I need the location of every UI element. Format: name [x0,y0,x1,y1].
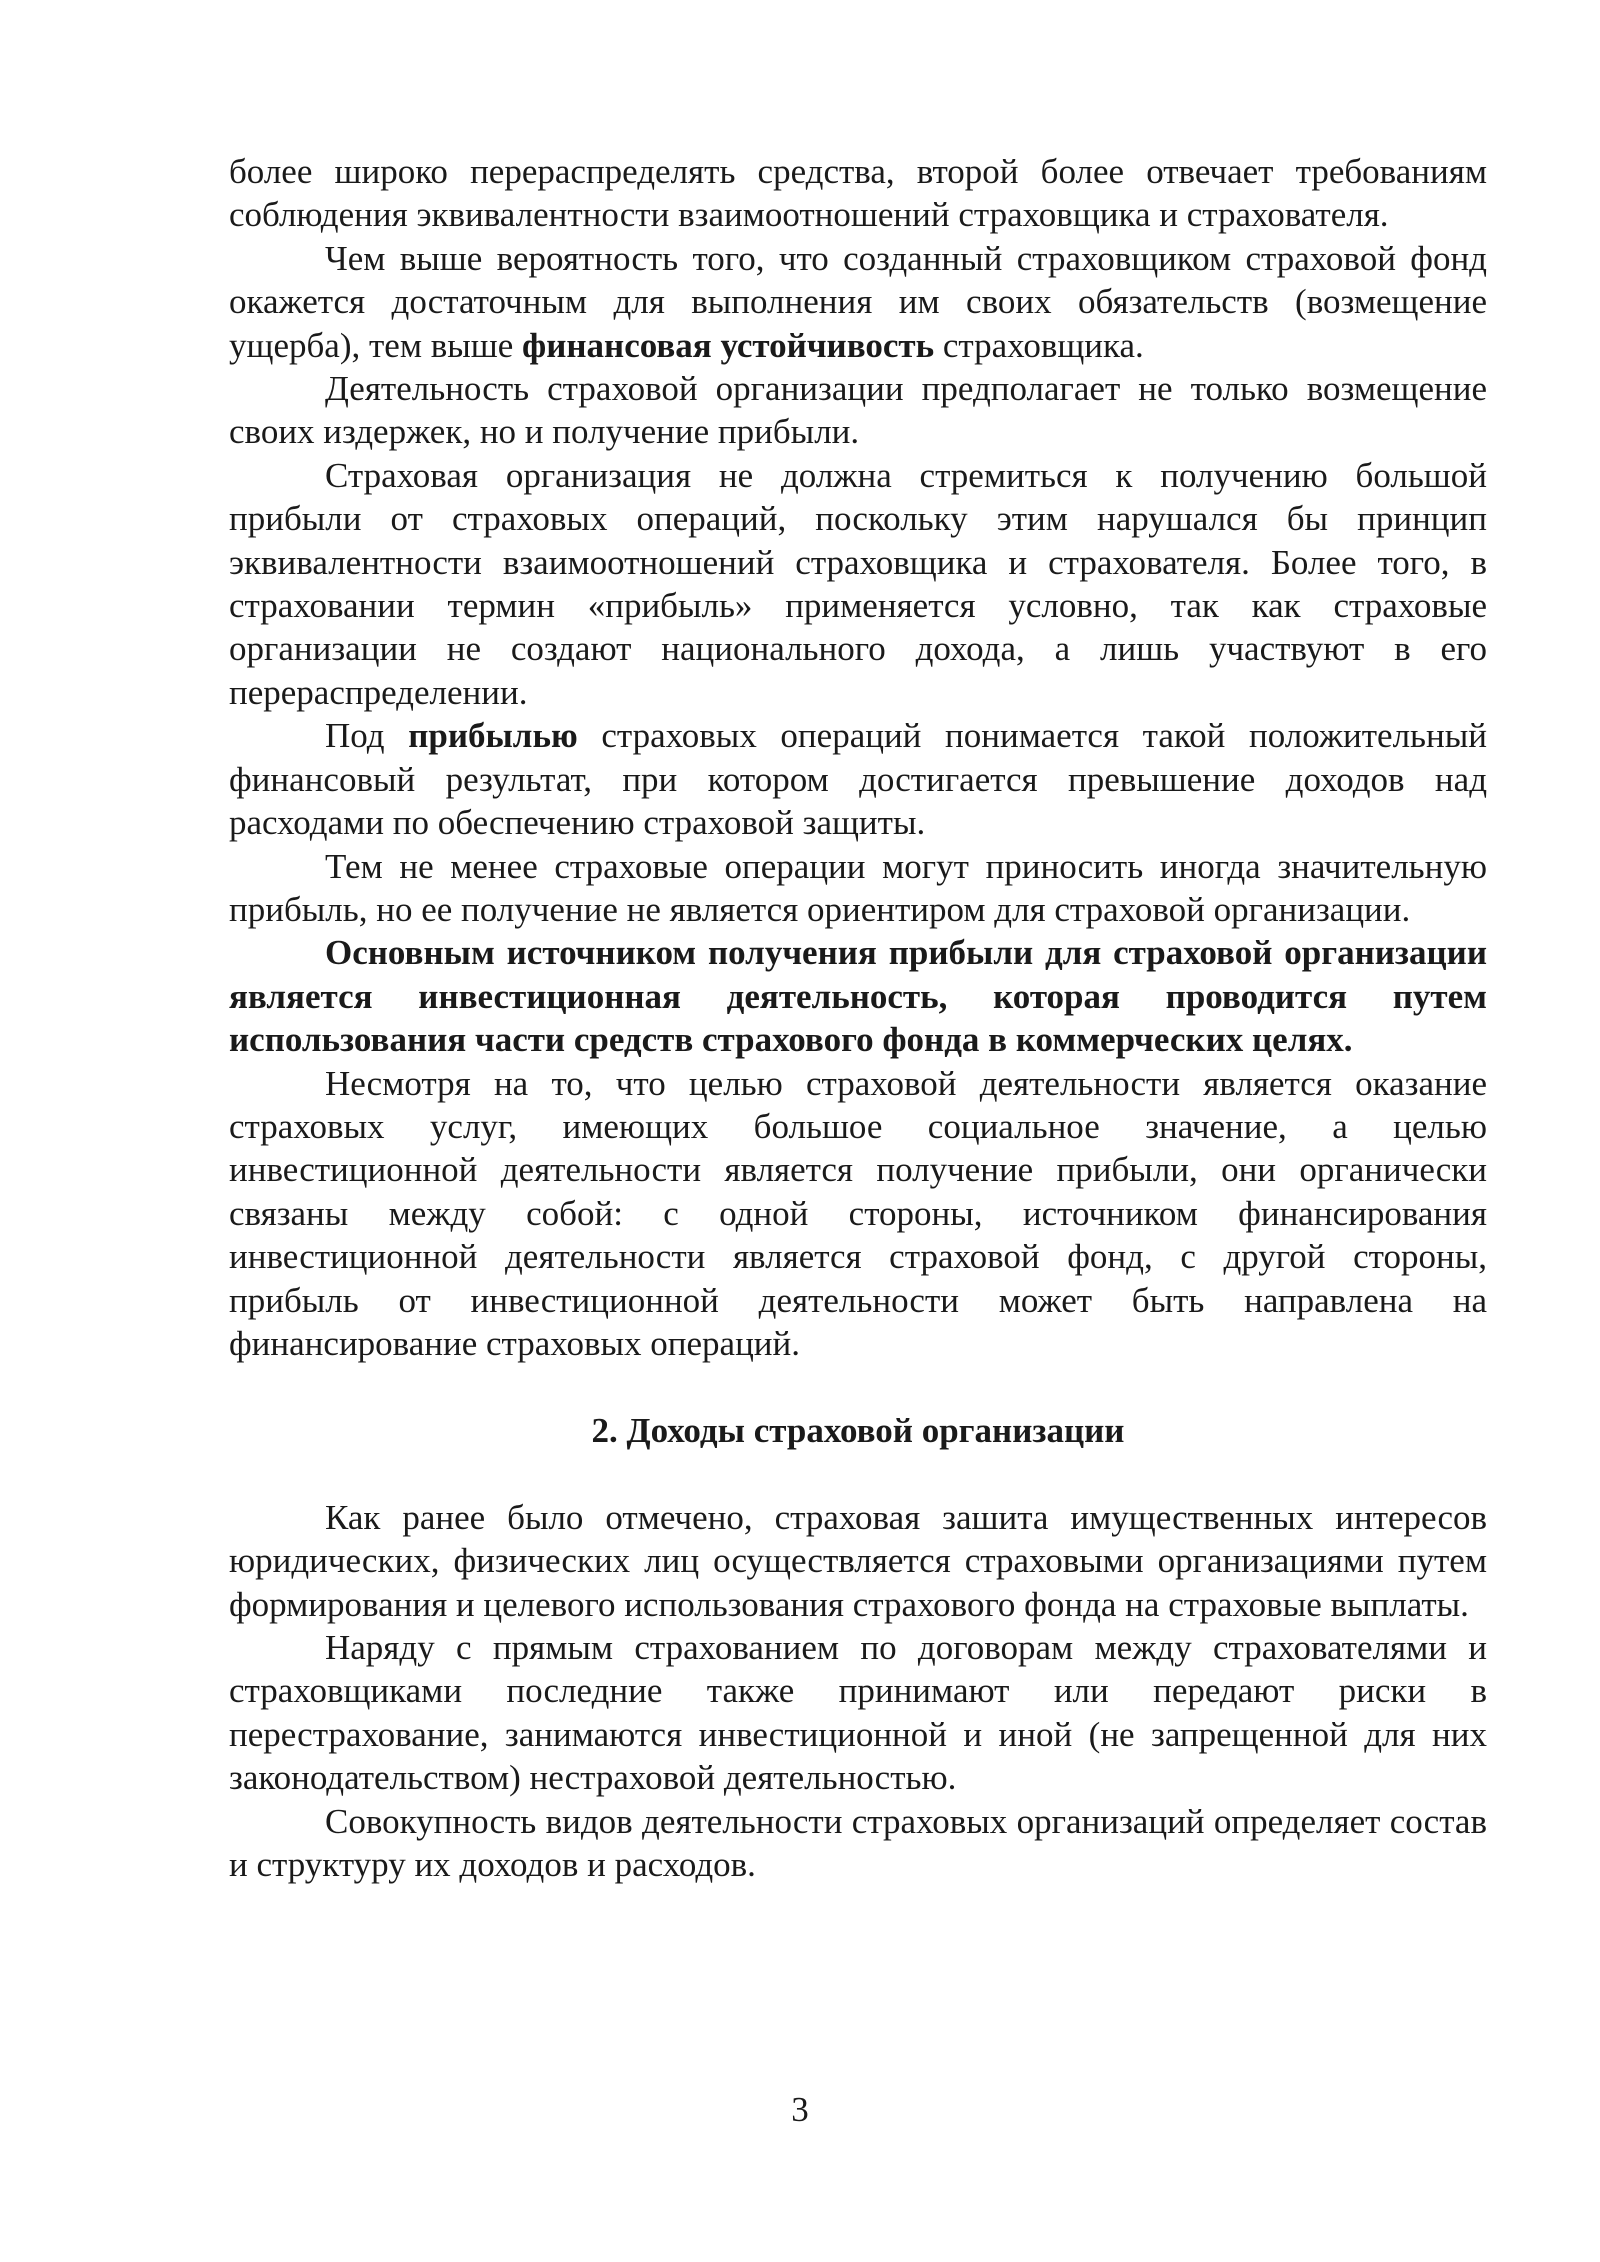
paragraph [229,454,1487,714]
paragraph [229,1800,1487,1887]
paragraph [229,931,1487,1061]
paragraph-group-intro [229,150,1487,1365]
text-run: Несмотря на то, что целью страховой деятельности является оказание страховых услуг, имеющих большое социальное значение, а целью инвестиционной деятельности является получение прибыли, они органически связаны между собой: с одной стороны, источником финансирования инвестиционной деятельности является страховой фонд, с другой стороны, прибыль от инвестиционной деятельности может быть направлена на финансирование страховых операций. [229,1063,1487,1363]
text-run: страховых операций понимается такой положительный финансовый результат, при котором достигается превышение доходов над расходами по обеспечению страховой защиты. [229,716,1487,843]
text-run: страховщика. [934,325,1144,365]
paragraph [229,237,1487,367]
paragraph [229,1496,1487,1626]
text-run: Деятельность страховой организации предполагает не только возмещение своих издержек, но и получение прибыли. [229,369,1487,452]
text-run: Наряду с прямым страхованием по договорам между страхователями и страховщиками последние также принимают или передают риски в перестрахование, занимаются инвестиционной и иной (не запрещенной для них законодательством) нестраховой деятельностью. [229,1628,1487,1798]
bold-text: прибылью [408,716,578,756]
text-run: более широко перераспределять средства, второй более отвечает требованиям соблюдения эквивалентности взаимоотношений страховщика и страхователя. [229,152,1487,235]
text-run: Страховая организация не должна стремиться к получению большой прибыли от страховых операций, поскольку этим нарушался бы принцип эквивалентности взаимоотношений страховщика и страхователя. Более того, в страховании термин «прибыль» применяется условно, так как страховые организации не создают национального дохода, а лишь участвуют в его перераспределении. [229,455,1487,712]
bold-text: финансовая устойчивость [522,325,935,365]
paragraph [229,845,1487,932]
text-run: Совокупность видов деятельности страховых организаций определяет состав и структуру их доходов и расходов. [229,1801,1487,1885]
text-run: Под [325,716,409,756]
page-body [229,150,1487,1886]
text-run: Тем не менее страховые операции могут приносить иногда значительную прибыль, но ее получение не является ориентиром для страховой организации. [229,846,1487,929]
paragraph [229,367,1487,454]
text-run: Как ранее было отмечено, страховая зашита имущественных интересов юридических, физических лиц осуществляется страховыми организациями путем формирования и целевого использования страхового фонда на страховые выплаты. [229,1497,1487,1624]
paragraph [229,714,1487,844]
text-run: Чем выше вероятность того, что созданный страховщиком страховой фонд окажется достаточным для выполнения им своих обязательств (возмещение ущерба), тем выше [229,238,1487,365]
bold-text: Основным источником получения прибыли для страховой организации является инвестиционная деятельность, которая проводится путем использования части средств страхового фонда в коммерческих целях. [229,933,1487,1060]
paragraph [229,1626,1487,1800]
page-number: 3 [791,2090,809,2129]
section-heading: 2. Доходы страховой организации [591,1411,1125,1451]
paragraph-group-income [229,1496,1487,1887]
paragraph [229,150,1487,237]
paragraph [229,1062,1487,1366]
